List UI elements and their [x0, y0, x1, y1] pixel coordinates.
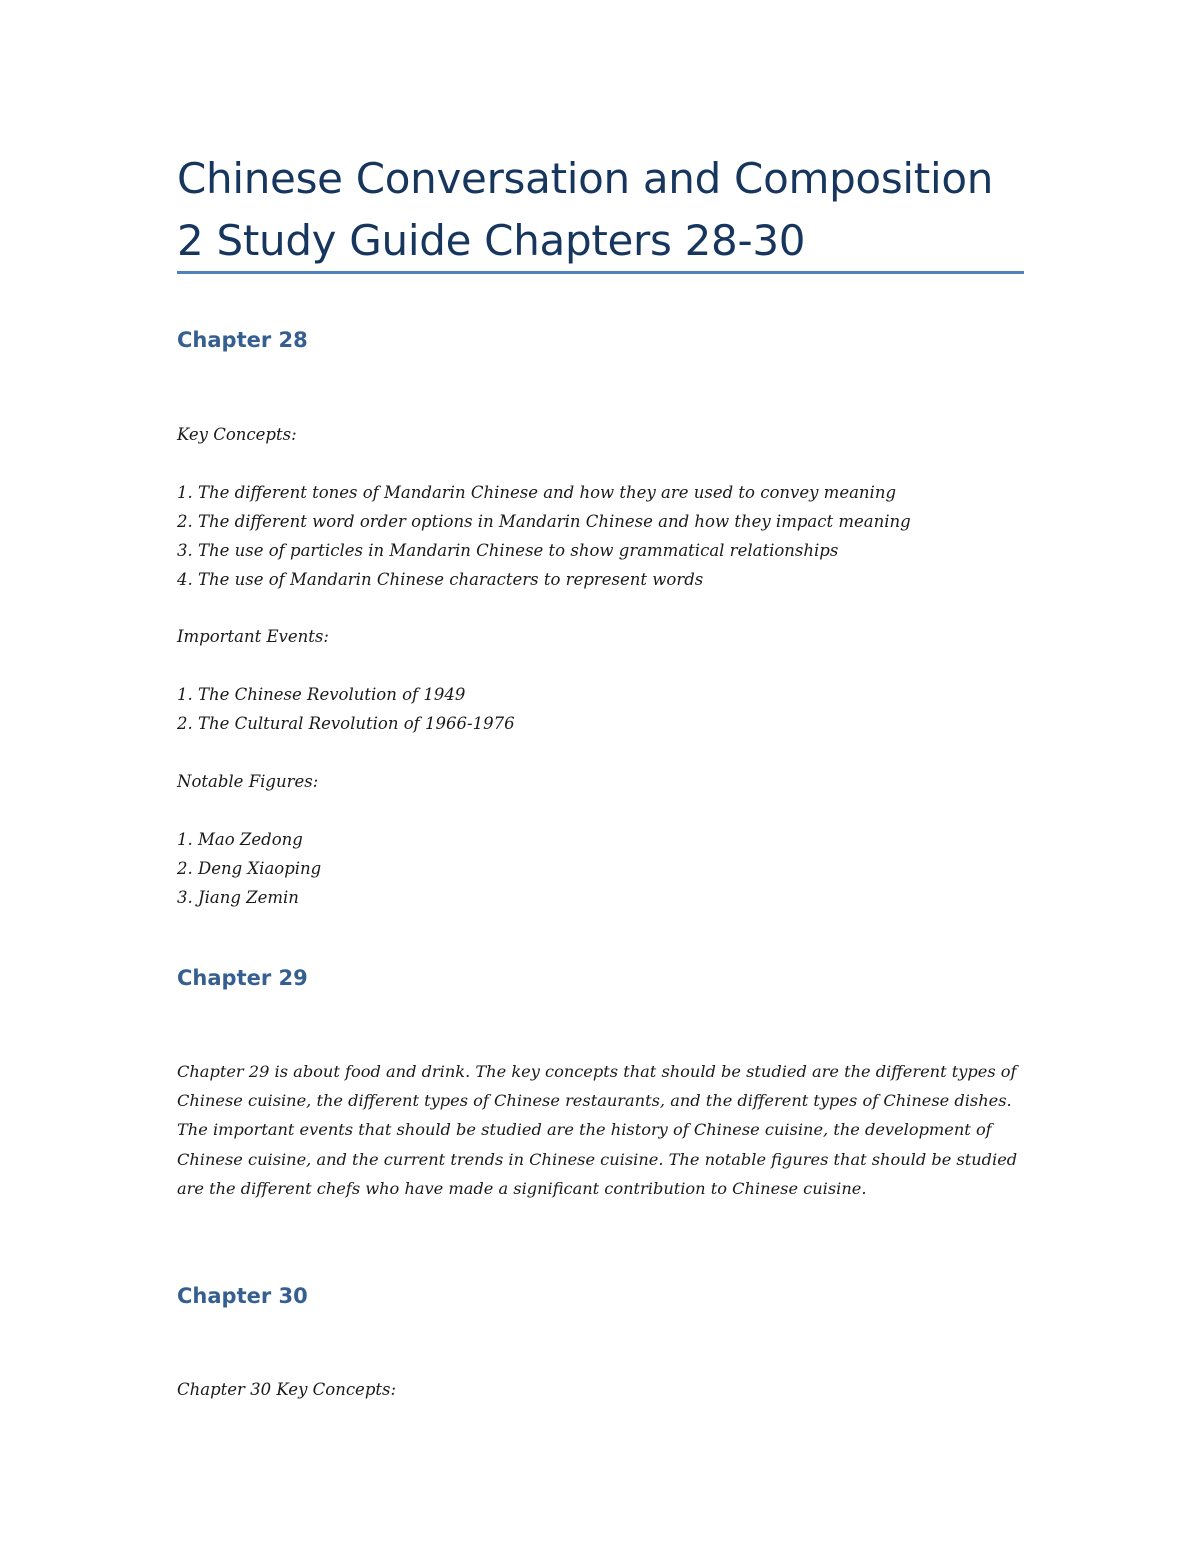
chapter-30-key-concepts-label: Chapter 30 Key Concepts:: [177, 1380, 397, 1399]
chapter-28-key-concepts-list: [177, 478, 1024, 594]
list-item: 3. Jiang Zemin: [177, 888, 299, 907]
list-item: 1. The different tones of Mandarin Chinese and how they are used to convey meaning: [177, 483, 897, 502]
title-underline-rule: [177, 271, 1024, 274]
chapter-28-key-concepts-label: Key Concepts:: [177, 425, 297, 444]
chapter-29-heading: Chapter 29: [177, 966, 308, 990]
list-item: 4. The use of Mandarin Chinese characters to represent words: [177, 570, 704, 589]
list-item: 1. Mao Zedong: [177, 830, 303, 849]
chapter-28-heading: Chapter 28: [177, 328, 308, 352]
chapter-28-figures-list: [177, 825, 1024, 912]
chapter-30-heading: Chapter 30: [177, 1284, 308, 1308]
list-item: 2. The Cultural Revolution of 1966-1976: [177, 714, 515, 733]
list-item: 1. The Chinese Revolution of 1949: [177, 685, 466, 704]
chapter-28-figures-label: Notable Figures:: [177, 772, 319, 791]
chapter-28-events-list: [177, 680, 1024, 738]
document-title: [177, 148, 1024, 272]
list-item: 3. The use of particles in Mandarin Chinese to show grammatical relationships: [177, 541, 839, 560]
list-item: 2. The different word order options in Mandarin Chinese and how they impact meaning: [177, 512, 911, 531]
title-line-1: Chinese Conversation and Composition: [177, 154, 994, 203]
list-item: 2. Deng Xiaoping: [177, 859, 322, 878]
title-line-2: 2 Study Guide Chapters 28-30: [177, 216, 806, 265]
chapter-29-paragraph: Chapter 29 is about food and drink. The key concepts that should be studied are the different types of Chinese cuisine, the different types of Chinese restaurants, and the different types of Chinese dishes. The important events that should be studied are the history of Chinese cuisine, the development of Chinese cuisine, and the current trends in Chinese cuisine. The notable figures that should be studied are the different chefs who have made a significant contribution to Chinese cuisine.: [177, 1062, 1018, 1198]
chapter-28-events-label: Important Events:: [177, 627, 329, 646]
